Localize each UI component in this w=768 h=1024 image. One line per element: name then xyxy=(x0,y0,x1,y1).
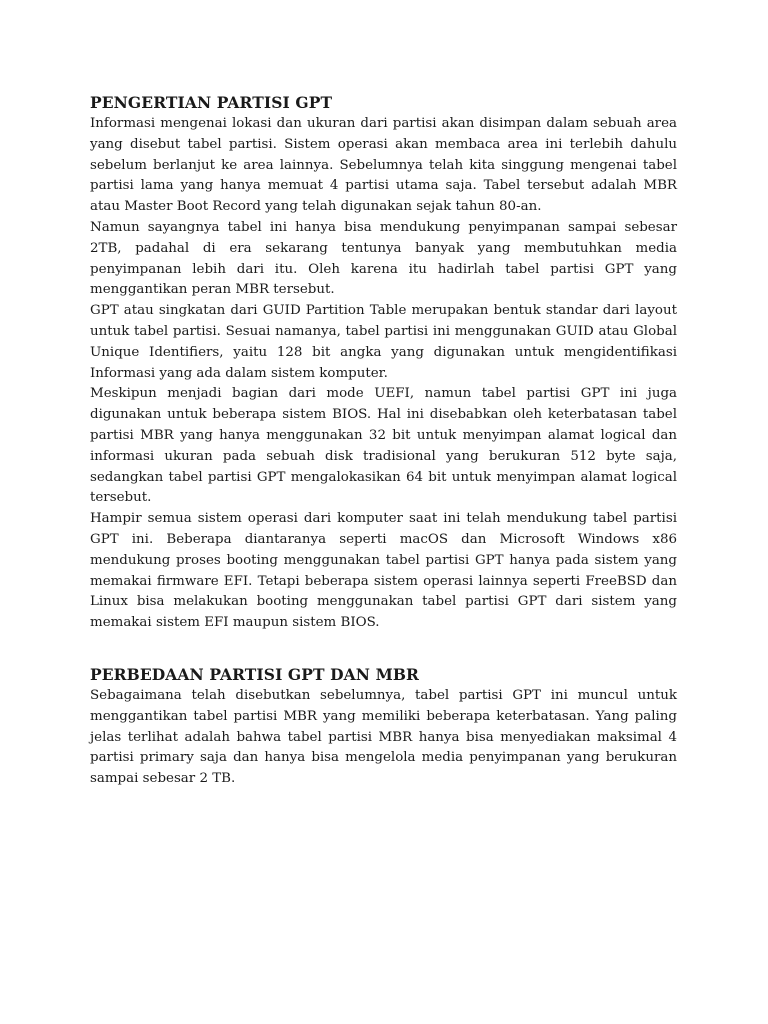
section-perbedaan xyxy=(90,664,677,790)
paragraph: Sebagaimana telah disebutkan sebelumnya, tabel partisi GPT ini muncul untuk menggantikan tabel partisi MBR yang memiliki beberapa keterbatasan. Yang paling jelas terlihat adalah bahwa tabel partisi MBR hanya bisa menyediakan maksimal 4 partisi primary saja dan hanya bisa mengelola media penyimpanan yang berukuran sampai sebesar 2 TB. xyxy=(90,687,677,787)
paragraph: Meskipun menjadi bagian dari mode UEFI, namun tabel partisi GPT ini juga digunakan untuk beberapa sistem BIOS. Hal ini disebabkan oleh keterbatasan tabel partisi MBR yang hanya menggunakan 32 bit untuk menyimpan alamat logical dan informasi ukuran pada sebuah disk tradisional yang berukuran 512 byte saja, sedangkan tabel partisi GPT mengalokasikan 64 bit untuk menyimpan alamat logical tersebut. xyxy=(90,386,677,506)
section-heading: PENGERTIAN PARTISI GPT xyxy=(90,93,333,112)
paragraph: Informasi mengenai lokasi dan ukuran dari partisi akan disimpan dalam sebuah area yang disebut tabel partisi. Sistem operasi akan membaca area ini terlebih dahulu sebelum berlanjut ke area lainnya. Sebelumnya telah kita singgung mengenai tabel partisi lama yang hanya memuat 4 partisi utama saja. Tabel tersebut adalah MBR atau Master Boot Record yang telah digunakan sejak tahun 80-an. xyxy=(90,116,677,215)
paragraph: GPT atau singkatan dari GUID Partition Table merupakan bentuk standar dari layout untuk tabel partisi. Sesuai namanya, tabel partisi ini menggunakan GUID atau Global Unique Identifiers, yaitu 128 bit angka yang digunakan untuk mengidentifikasi Informasi yang ada dalam sistem komputer. xyxy=(90,303,677,381)
document-page xyxy=(90,92,677,790)
section-pengertian xyxy=(90,92,677,634)
paragraph: Hampir semua sistem operasi dari komputer saat ini telah mendukung tabel partisi GPT ini. Beberapa diantaranya seperti macOS dan Microsoft Windows x86 mendukung proses booting menggunakan tabel partisi GPT hanya pada sistem yang memakai firmware EFI. Tetapi beberapa sistem operasi lainnya seperti FreeBSD dan Linux bisa melakukan booting menggunakan tabel partisi GPT dari sistem yang memakai sistem EFI maupun sistem BIOS. xyxy=(90,511,677,631)
section-heading: PERBEDAAN PARTISI GPT DAN MBR xyxy=(90,664,420,684)
paragraph: Namun sayangnya tabel ini hanya bisa mendukung penyimpanan sampai sebesar 2TB, padahal di era sekarang tentunya banyak yang membutuhkan media penyimpanan lebih dari itu. Oleh karena itu hadirlah tabel partisi GPT yang menggantikan peran MBR tersebut. xyxy=(90,219,677,298)
